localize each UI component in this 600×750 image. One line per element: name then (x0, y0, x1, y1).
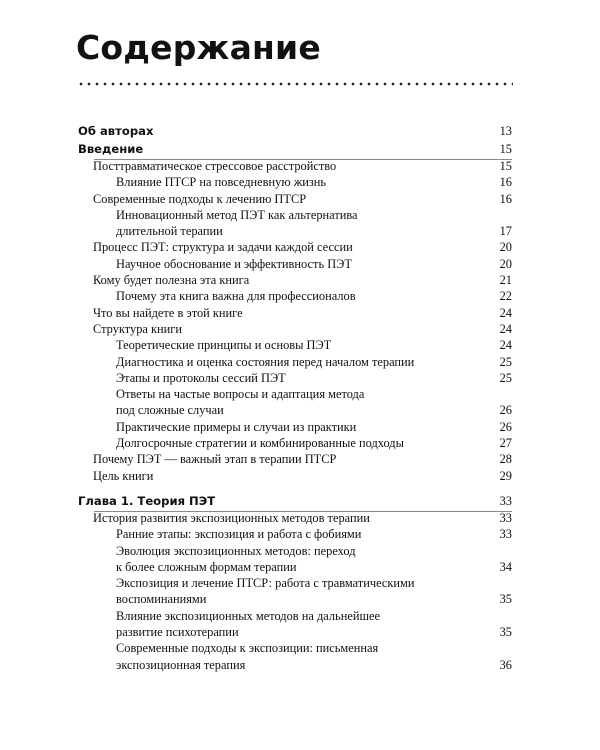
toc-entry-page: 35 (499, 625, 512, 640)
toc-entry[interactable] (78, 337, 512, 353)
toc-entry-page: 29 (499, 468, 512, 483)
toc-entry-page: 17 (499, 224, 512, 239)
toc-entry[interactable] (78, 288, 512, 304)
toc-entry-title: Почему ПЭТ — важный этап в терапии ПТСР (93, 452, 337, 467)
toc-entry-title: Экспозиция и лечение ПТСР: работа с травматическими воспоминаниями (116, 576, 415, 607)
toc-entry-title: Инновационный метод ПЭТ как альтернатива длительной терапии (116, 207, 358, 239)
toc-entry-page: 16 (499, 175, 512, 190)
toc-entry-page: 13 (499, 124, 512, 138)
toc-entry[interactable] (78, 492, 512, 510)
toc-entry-page: 20 (499, 240, 512, 255)
toc-entry-title: Глава 1. Теория ПЭТ (78, 493, 216, 508)
dotted-divider (77, 82, 513, 86)
section-rule (94, 511, 512, 512)
toc-entry-title: Влияние ПТСР на повседневную жизнь (116, 175, 327, 190)
toc-entry-page: 27 (499, 436, 512, 451)
toc-entry-page: 24 (499, 321, 512, 336)
toc-entry-title: Этапы и протоколы сессий ПЭТ (116, 370, 286, 385)
page-title: Содержание (76, 28, 321, 67)
toc-entry[interactable] (78, 468, 512, 484)
toc-entry[interactable] (78, 608, 512, 641)
toc-entry-page: 26 (499, 403, 512, 418)
toc-entry-title: Научное обоснование и эффективность ПЭТ (116, 256, 352, 271)
toc-entry[interactable] (78, 191, 512, 207)
table-of-contents (78, 122, 512, 673)
toc-entry-page: 26 (499, 419, 512, 434)
toc-entry[interactable] (78, 419, 512, 435)
toc-entry-page: 24 (499, 338, 512, 353)
toc-entry[interactable] (78, 305, 512, 321)
toc-entry-title: Современные подходы к экспозиции: письменная экспозиционная терапия (116, 641, 379, 672)
toc-entry[interactable] (78, 140, 512, 158)
toc-entry[interactable] (78, 386, 512, 419)
toc-entry[interactable] (78, 370, 512, 386)
toc-entry-title: История развития экспозиционных методов терапии (93, 510, 370, 525)
toc-entry[interactable] (78, 510, 512, 526)
toc-entry[interactable] (78, 354, 512, 370)
toc-entry[interactable] (78, 256, 512, 272)
toc-entry[interactable] (78, 526, 512, 542)
toc-entry-page: 33 (499, 510, 512, 525)
toc-entry-page: 25 (499, 354, 512, 369)
toc-entry[interactable] (78, 575, 512, 608)
toc-entry-title: Теоретические принципы и основы ПЭТ (116, 338, 332, 353)
toc-entry[interactable] (78, 640, 512, 673)
toc-entry-page: 33 (499, 527, 512, 542)
toc-entry-title: Структура книги (93, 321, 182, 336)
toc-entry-page: 15 (499, 142, 512, 156)
toc-entry-page: 21 (499, 273, 512, 288)
toc-entry[interactable] (78, 272, 512, 288)
toc-entry-page: 36 (499, 657, 512, 672)
toc-entry-title: Ранние этапы: экспозиция и работа с фобиями (116, 527, 362, 542)
toc-entry-page: 28 (499, 452, 512, 467)
toc-entry-title: Влияние экспозиционных методов на дальнейшее развитие психотерапии (116, 608, 381, 640)
toc-entry-title: Введение (78, 142, 144, 156)
toc-entry-title: Долгосрочные стратегии и комбинированные подходы (116, 436, 404, 451)
toc-entry[interactable] (78, 451, 512, 467)
toc-entry[interactable] (78, 158, 512, 174)
toc-entry-title: Ответы на частые вопросы и адаптация метода под сложные случаи (116, 387, 365, 418)
toc-entry-title: Эволюция экспозиционных методов: переход к более сложным формам терапии (116, 543, 356, 574)
toc-entry-page: 33 (499, 493, 512, 508)
toc-entry-title: Об авторах (78, 124, 154, 138)
toc-entry[interactable] (78, 174, 512, 190)
toc-entry-page: 20 (499, 256, 512, 271)
section-rule (94, 159, 512, 160)
toc-entry-page: 15 (499, 159, 512, 173)
toc-entry-page: 34 (499, 559, 512, 574)
toc-entry[interactable] (78, 543, 512, 576)
toc-entry-title: Кому будет полезна эта книга (93, 273, 250, 288)
toc-entry-page: 24 (499, 305, 512, 320)
toc-entry-title: Почему эта книга важна для профессионалов (116, 289, 356, 304)
toc-entry-page: 35 (499, 592, 512, 607)
toc-entry-title: Цель книги (93, 468, 154, 483)
toc-entry[interactable] (78, 207, 512, 240)
toc-entry[interactable] (78, 239, 512, 255)
toc-entry-title: Диагностика и оценка состояния перед началом терапии (116, 354, 415, 369)
toc-entry-page: 25 (499, 370, 512, 385)
toc-entry[interactable] (78, 435, 512, 451)
toc-entry-page: 16 (499, 191, 512, 206)
toc-entry[interactable] (78, 122, 512, 140)
toc-entry-page: 22 (499, 289, 512, 304)
toc-entry-title: Практические примеры и случаи из практики (116, 419, 357, 434)
toc-entry-title: Современные подходы к лечению ПТСР (93, 191, 307, 206)
toc-entry-title: Посттравматическое стрессовое расстройство (93, 159, 337, 173)
toc-entry[interactable] (78, 321, 512, 337)
toc-entry-title: Что вы найдете в этой книге (93, 305, 243, 320)
toc-entry-title: Процесс ПЭТ: структура и задачи каждой сессии (93, 240, 353, 255)
